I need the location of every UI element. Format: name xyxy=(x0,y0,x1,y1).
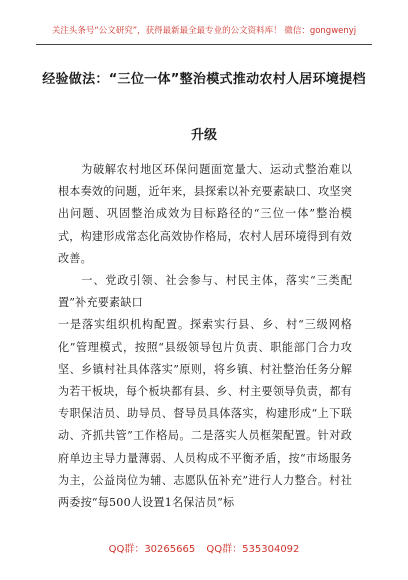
document-body xyxy=(58,159,352,514)
document-title: 经验做法：“三位一体”整治模式推动农村人居环境提档 xyxy=(42,72,366,87)
intro-paragraph: 为破解农村地区环保问题面宽量大、运动式整治难以根本奏效的问题，近年来，县探索以补充要素缺口、攻坚突出问题、巩固整治成效为目标路径的“三位一体”整治模式，构建形成常态化高效协作格局，农村人居环境得到有效改善。 xyxy=(58,163,352,265)
header-promo-note: 关注头条号“公文研究”，获得最新最全最专业的公文资料库！ 微信：gongwenyj xyxy=(51,26,357,36)
section-heading: 一、党政引领、社会参与、村民主体，落实“三类配置”补充要素缺口 xyxy=(58,274,352,310)
footer-qq-group-2: QQ群：535304092 xyxy=(206,544,300,555)
footer xyxy=(0,540,408,555)
header-divider xyxy=(36,44,372,45)
document-title-continued: 升级 xyxy=(190,128,217,143)
body-paragraph: 一是落实组织机构配置。探索实行县、乡、村“三级网格化”管理模式，按照“县级领导包片负责、职能部门合力攻坚、乡镇村社具体落实”原则，将乡镇、村社整治任务分解为若干板块，每个板块都有县、乡、村主要领导负责，都有专职保洁员、助导员、督导员具体落实，构建形成“上下联动、齐抓共管”工作格局。二是落实人员框架配置。针对政府单边主导力量薄弱、人员构成不平衡矛盾，按“市场服务为主，公益岗位为辅、志愿队伍补充”进行人力整合。村社两委按“每500人设置1名保洁员”标 xyxy=(58,318,352,510)
footer-qq-group-1: QQ群：30265665 xyxy=(108,544,196,555)
